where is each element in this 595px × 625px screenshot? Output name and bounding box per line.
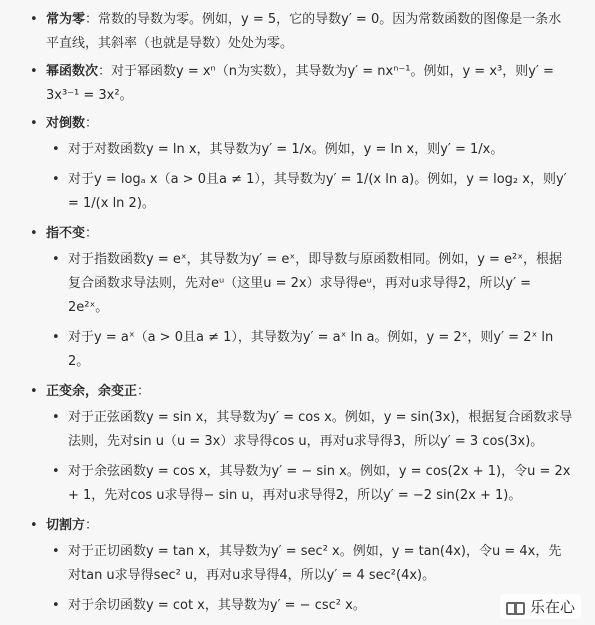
- sub-list-item: • 对于y = aˣ（a > 0且a ≠ 1），其导数为y′ = aˣ ln a。例如，y = 2ˣ，则y′ = 2ˣ ln 2。: [46, 326, 573, 374]
- item-body: ：: [137, 384, 151, 399]
- sub-list: [46, 138, 573, 216]
- sub-list-item: • 对于y = logₐ x（a > 0且a ≠ 1），其导数为y′ = 1/(x ln a)。例如，y = log₂ x，则y′ = 1/(x ln 2)。: [46, 168, 573, 216]
- sub-list-item: • 对于正切函数y = tan x，其导数为y′ = sec² x。例如，y = tan(4x)，令u = 4x，先对tan u求导得sec² u，再对u求导得4，所以y′ = 4 sec²(4x)。: [46, 540, 573, 588]
- list-item: [30, 514, 573, 618]
- sub-list-item: • 对于余弦函数y = cos x，其导数为y′ = − sin x。例如，y = cos(2x + 1)，令u = 2x + 1，先对cos u求导得− sin u，再对u求导得2，所以y′ = −2 sin(2x + 1)。: [46, 460, 573, 508]
- sub-list: [46, 540, 573, 618]
- item-body: ：: [85, 518, 99, 533]
- item-title: 幂函数次: [46, 64, 99, 79]
- logo-icon: [506, 599, 524, 615]
- sub-list-item: • 对于正弦函数y = sin x，其导数为y′ = cos x。例如，y = sin(3x)，根据复合函数求导法则，先对sin u（u = 3x）求导得cos u，再对u求导得3，所以y′ = 3 cos(3x)。: [46, 406, 573, 454]
- list-item: [30, 112, 573, 216]
- sub-list-item: • 对于对数函数y = ln x，其导数为y′ = 1/x。例如，y = ln x，则y′ = 1/x。: [46, 138, 573, 162]
- item-title: 对倒数: [46, 116, 86, 131]
- sub-list-item: • 对于余切函数y = cot x，其导数为y′ = − csc² x。: [46, 594, 573, 618]
- item-body: ：常数的导数为零。例如，y = 5，它的导数y′ = 0。因为常数函数的图像是一条水平直线，其斜率（也就是导数）处处为零。: [46, 12, 562, 51]
- sub-list-item: • 对于指数函数y = eˣ，其导数为y′ = eˣ，即导数与原函数相同。例如，y = e²ˣ，根据复合函数求导法则，先对eᵘ（这里u = 2x）求导得eᵘ，再对u求导得2，所以y′ = 2e²ˣ。: [46, 248, 573, 320]
- list-item: [30, 60, 573, 108]
- item-body: ：对于幂函数y = xⁿ（n为实数），其导数为y′ = nxⁿ⁻¹。例如，y = x³，则y′ = 3x³⁻¹ = 3x²。: [46, 64, 554, 103]
- item-title: 切割方: [46, 518, 86, 533]
- list-item: [30, 222, 573, 374]
- sub-list: [46, 248, 573, 374]
- watermark: [500, 594, 581, 619]
- item-title: 指不变: [46, 226, 86, 241]
- list-item: [30, 8, 573, 56]
- watermark-text: 乐在心: [529, 598, 575, 616]
- item-body: ：: [85, 116, 99, 131]
- item-title: 正变余，余变正: [46, 384, 138, 399]
- item-body: ：: [85, 226, 99, 241]
- sub-list: [46, 406, 573, 508]
- item-title: 常为零: [46, 12, 86, 27]
- list-item: [30, 380, 573, 508]
